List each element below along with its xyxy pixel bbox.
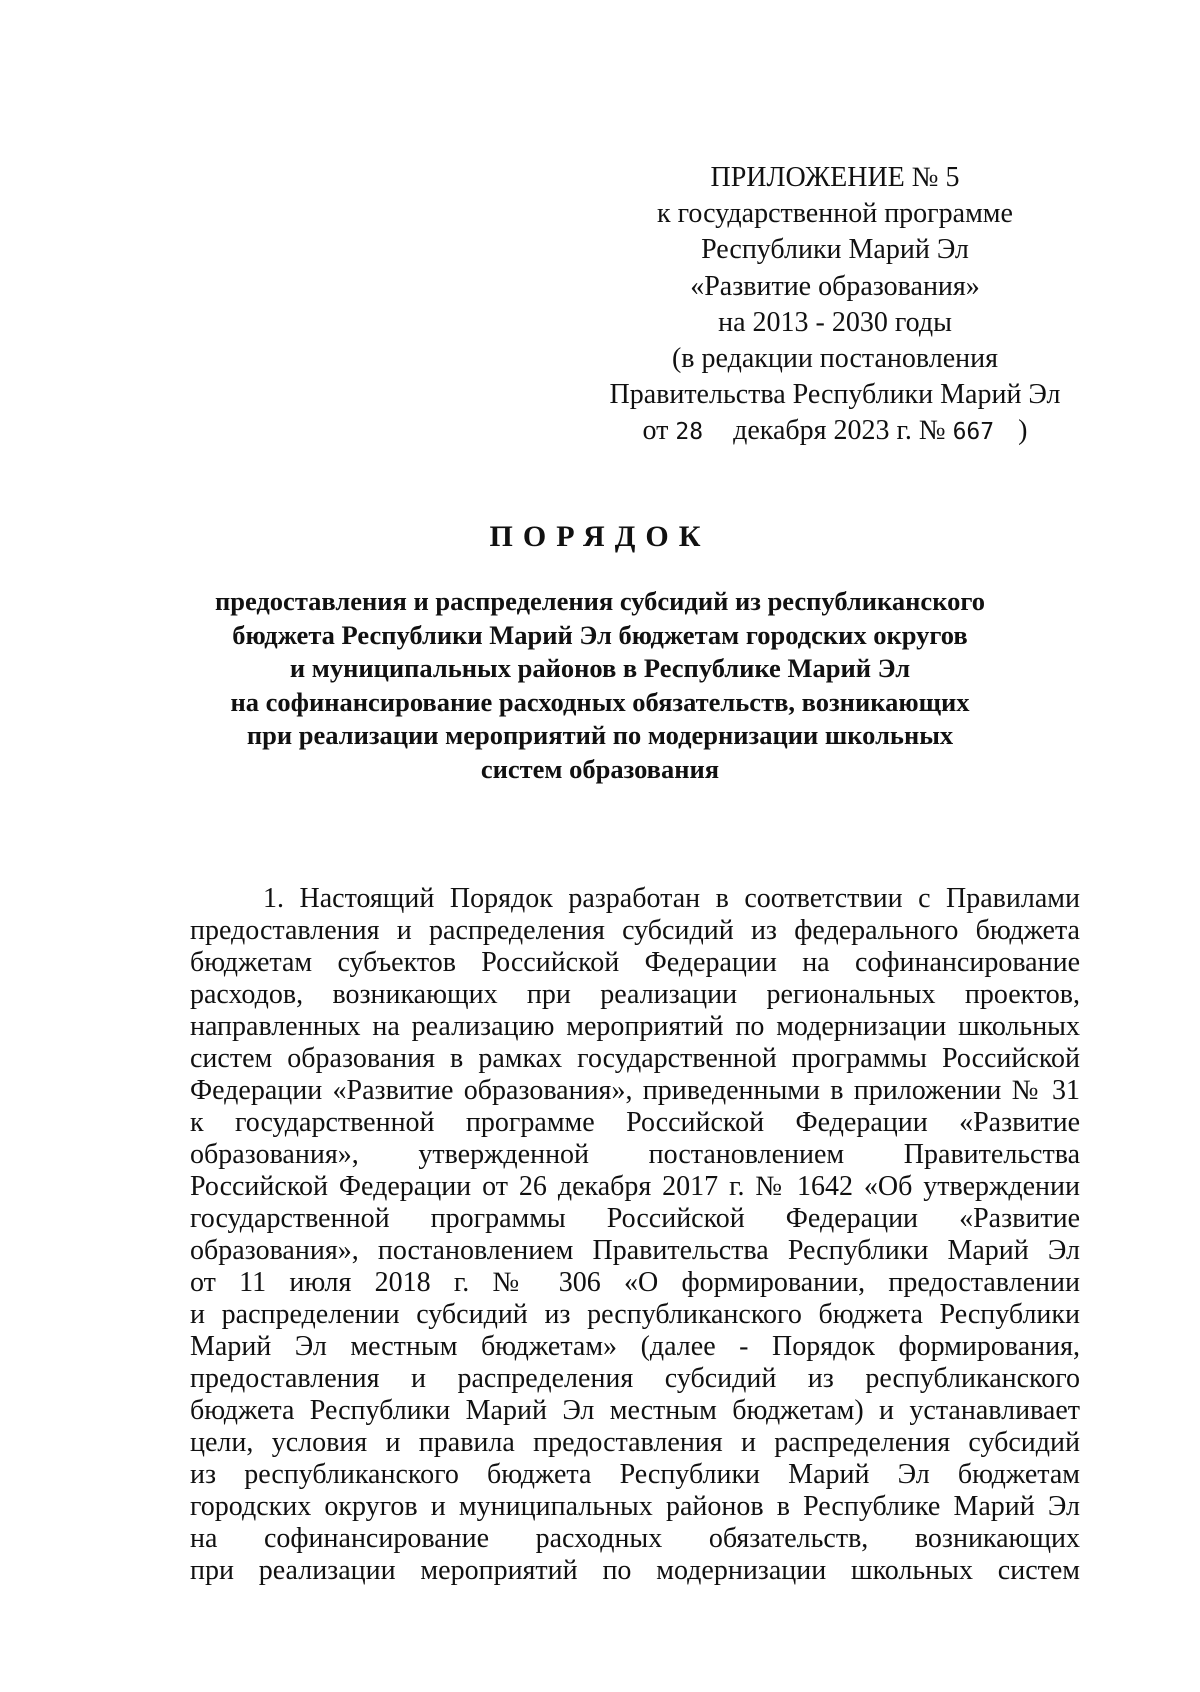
body-line: из республиканского бюджета Республики Марий Эл бюджетам [190, 1459, 1080, 1490]
appendix-date-line [600, 413, 1070, 450]
body-line: образования», утвержденной постановлением Правительства [190, 1139, 1080, 1170]
date-middle: декабря 2023 г. № [733, 415, 946, 447]
date-prefix: от [642, 415, 669, 447]
appendix-line: к государственной программе [657, 198, 1013, 230]
appendix-line: на 2013 - 2030 годы [718, 306, 952, 338]
body-line: государственной программы Российской Федерации «Развитие [190, 1203, 1080, 1234]
body-line: Федерации «Развитие образования», приведенными в приложении № 31 [190, 1075, 1080, 1106]
body-line: предоставления и распределения субсидий из федерального бюджета [190, 915, 1080, 946]
body-line: Марий Эл местным бюджетам» (далее - Порядок формирования, [190, 1331, 1080, 1362]
body-line: расходов, возникающих при реализации региональных проектов, [190, 979, 1080, 1010]
body-line: при реализации мероприятий по модернизации школьных систем [190, 1555, 1080, 1586]
body-line: бюджетам субъектов Российской Федерации на софинансирование [190, 947, 1080, 978]
body-line: цели, условия и правила предоставления и распределения субсидий [190, 1427, 1080, 1458]
date-day: 28 [675, 419, 704, 446]
body-paragraph [190, 883, 1080, 1587]
body-line: городских округов и муниципальных районов в Республике Марий Эл [190, 1491, 1080, 1522]
subtitle-line: предоставления и распределения субсидий из республиканского [214, 586, 985, 616]
body-line: от 11 июля 2018 г. № 306 «О формировании, предоставлении [190, 1267, 1080, 1298]
body-line: бюджета Республики Марий Эл местным бюджетам) и устанавливает [190, 1395, 1080, 1426]
subtitle-line: бюджета Республики Марий Эл бюджетам городских округов [232, 619, 968, 650]
body-line: на софинансирование расходных обязательств, возникающих [190, 1523, 1080, 1554]
document-number: 667 [952, 419, 995, 446]
subtitle-line: на софинансирование расходных обязательств, возникающих [230, 686, 970, 717]
appendix-line: (в редакции постановления [671, 343, 999, 375]
subtitle-line: и муниципальных районов в Республике Марий Эл [289, 653, 911, 684]
appendix-label: ПРИЛОЖЕНИЕ № 5 [710, 162, 960, 193]
subtitle-line: при реализации мероприятий по модернизации школьных [246, 720, 954, 751]
appendix-header [600, 160, 1070, 451]
body-line: к государственной программе Российской Федерации «Развитие [190, 1107, 1080, 1138]
date-suffix: ) [1018, 415, 1028, 447]
body-line: систем образования в рамках государственной программы Российской [190, 1043, 1080, 1074]
body-line: образования», постановлением Правительства Республики Марий Эл [190, 1235, 1080, 1266]
body-line: предоставления и распределения субсидий из республиканского [190, 1363, 1080, 1394]
body-line: и распределении субсидий из республиканского бюджета Республики [190, 1299, 1080, 1330]
body-line: Российской Федерации от 26 декабря 2017 г. № 1642 «Об утверждении [190, 1171, 1080, 1202]
subtitle-line: систем образования [480, 753, 720, 784]
body-line: направленных на реализацию мероприятий по модернизации школьных [190, 1011, 1080, 1042]
appendix-line: «Развитие образования» [690, 270, 980, 302]
document-title: ПОРЯДОК [489, 520, 711, 553]
body-line: 1. Настоящий Порядок разработан в соответствии с Правилами [263, 883, 1080, 914]
appendix-line: Правительства Республики Марий Эл [609, 379, 1061, 411]
appendix-line: Республики Марий Эл [701, 234, 969, 266]
document-subtitle [130, 585, 1070, 787]
